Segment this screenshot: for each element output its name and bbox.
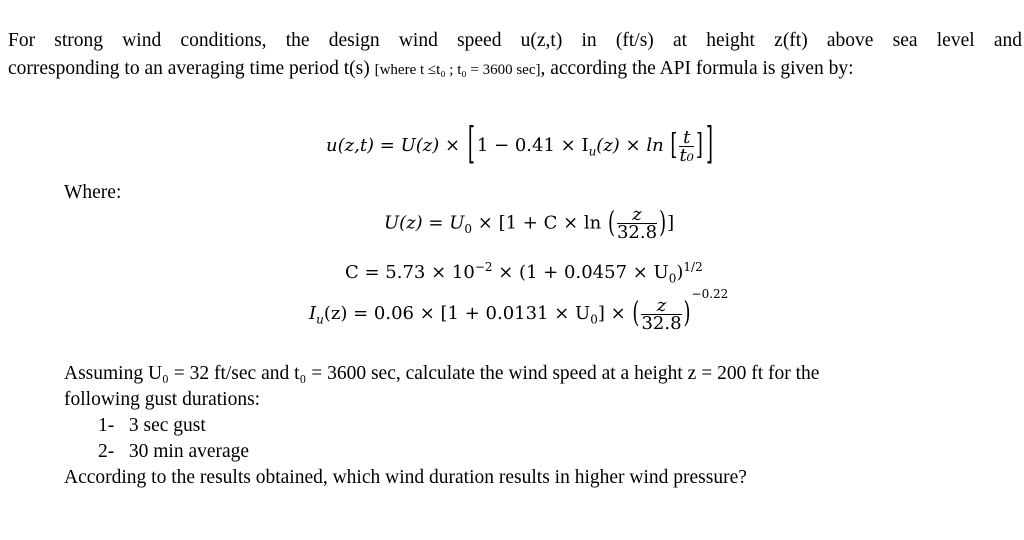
- iu-fraction: $\frac{z}{32.8}$: [641, 294, 682, 334]
- main-eq-fraction: $\frac{t}{\text{t₀}}$: [679, 126, 694, 166]
- list-item: 1- 3 sec gust: [98, 415, 206, 436]
- intro-line-1: For strong wind conditions, the design wind speed u(z,t) in (ft/s) at height z(ft) above sea level and: [8, 30, 1022, 51]
- gust-list: [98, 413, 249, 465]
- main-eq-inner-tail: (z) × ln: [596, 135, 670, 156]
- intro-line-2-note: [where t ≤t₀ ; t₀ = 3600 sec]: [374, 62, 541, 78]
- intro-line-2-b: , according the API formula is given by:: [540, 58, 854, 79]
- question-line-2: following gust durations:: [64, 389, 261, 410]
- iu-equation: $I_u(z) = 0.06 \times [1 + 0.0131 \times U_0]$ × ( $\frac{z}{32.8}$ )$^{-0.22}$: [309, 287, 729, 334]
- main-eq-inner: 1 − 0.41 × I: [476, 135, 589, 156]
- main-equation: u(z,t) = U(z) × [ $1 - 0.41 \times I_u(z) \times \ln$ [ $\frac{t}{\text{t₀}}$ ] ]: [326, 119, 713, 170]
- uz-fraction: $\frac{z}{32.8}$: [616, 204, 658, 243]
- final-question: According to the results obtained, which wind duration results in higher wind pressure?: [64, 467, 747, 488]
- question-line-1: Assuming U₀ = 32 ft/sec and t₀ = 3600 sec, calculate the wind speed at a height z = 200 ft for the: [64, 363, 820, 384]
- main-eq-lhs: u(z,t) = U(z) ×: [326, 135, 466, 156]
- main-eq-inner-sub: u: [588, 144, 597, 159]
- c-equation: $C = 5.73 \times 10^{-2} \times (1 + 0.0457 \times U_0)^{1/2}$: [345, 260, 703, 286]
- intro-line-2-a: corresponding to an averaging time period t(s): [8, 58, 370, 79]
- where-label: Where:: [64, 182, 122, 203]
- intro-line-2: [8, 56, 854, 83]
- list-item: 2- 30 min average: [98, 441, 250, 462]
- uz-equation: $U(z) = U_0 \times [1 + C \times \ln$ ( $\frac{z}{32.8}$ )]: [384, 204, 675, 243]
